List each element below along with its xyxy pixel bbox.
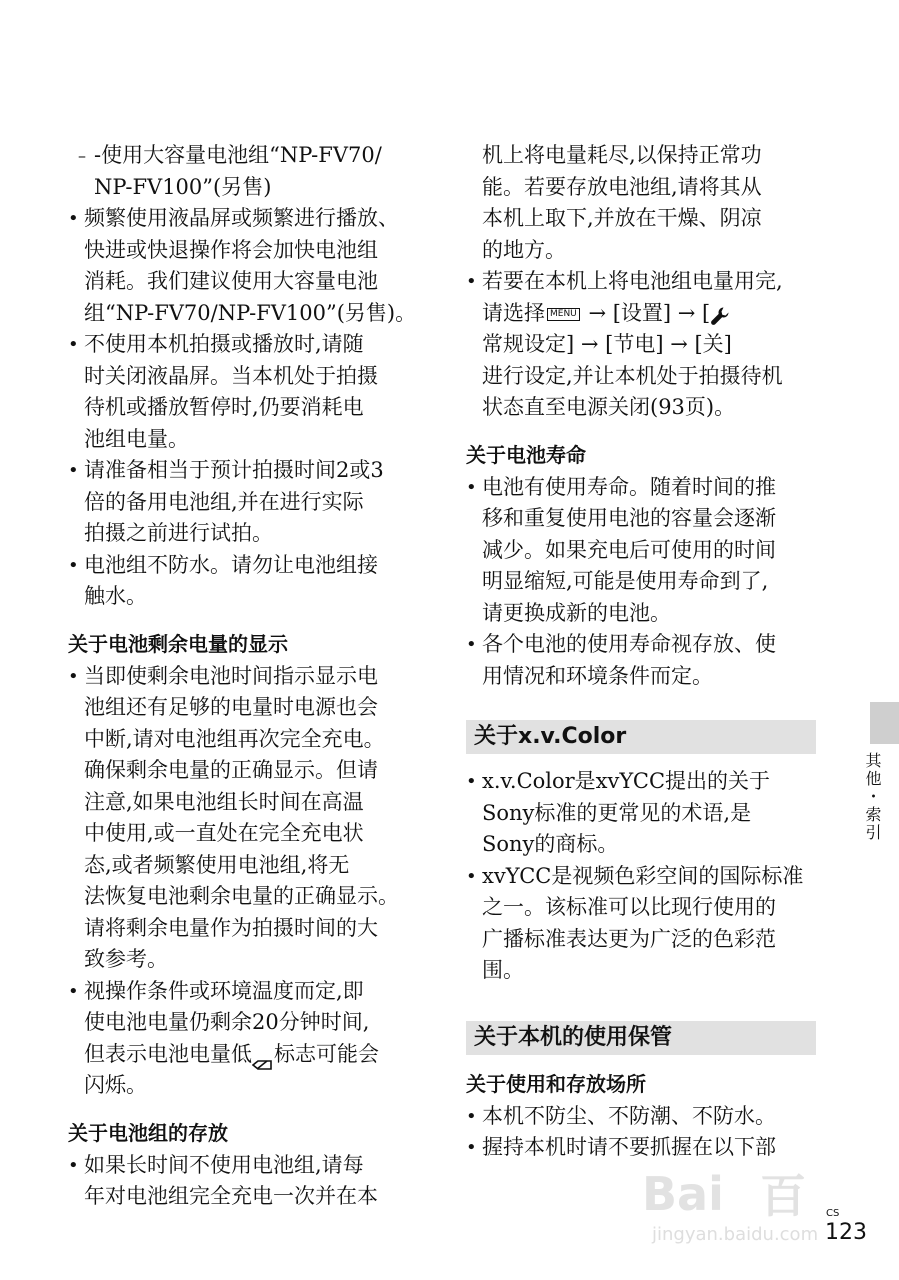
section-device-care: 关于本机的使用保管	[466, 1021, 816, 1055]
heading-remaining-display: 关于电池剩余电量的显示	[68, 631, 288, 656]
side-tab-label: 其他・索引	[863, 752, 882, 842]
bullet-storage	[68, 1150, 418, 1213]
text-line: 请将剩余电量作为拍摄时间的大	[84, 915, 378, 940]
text-line: • 如果长时间不使用电池组,请每	[84, 1152, 364, 1177]
text-line: 致参考。	[84, 947, 168, 971]
text-line: • 当即使剩余电池时间指示显示电	[84, 663, 378, 688]
text-line: 触水。	[84, 584, 147, 608]
text-line: 明显缩短,可能是使用寿命到了,	[482, 569, 769, 593]
text-line: 池组电量。	[84, 426, 189, 451]
text-line: 快进或快退操作将会加快电池组	[84, 237, 378, 262]
text-line: 的地方。	[482, 237, 566, 262]
watermark-text: Bai	[642, 1167, 724, 1221]
bullet-spare-battery	[68, 455, 418, 550]
text-line: • 请准备相当于预计拍摄时间2或3	[84, 458, 384, 482]
bullet-not-dustproof	[466, 1101, 816, 1133]
text-line: • 本机不防尘、不防潮、不防水。	[482, 1103, 776, 1128]
bullet-not-waterproof	[68, 550, 418, 613]
text-line: • 不使用本机拍摄或播放时,请随	[84, 332, 364, 356]
text-line: • 电池有使用寿命。随着时间的推	[482, 474, 776, 499]
text-line: 用情况和环境条件而定。	[482, 663, 713, 688]
text-line: 进行设定,并让本机处于拍摄待机	[482, 363, 783, 388]
bullet-drain-battery	[466, 266, 816, 424]
text-line: NP-FV100”(另售)	[94, 174, 272, 199]
text-line: 注意,如果电池组长时间在高温	[84, 789, 364, 814]
text-line: 本机上取下,并放在干燥、阴凉	[482, 206, 762, 230]
text-line: 能。若要存放电池组,请将其从	[482, 174, 762, 199]
heading-battery-storage: 关于电池组的存放	[68, 1120, 228, 1145]
text-line: 使电池电量仍剩余20分钟时间,	[84, 1010, 370, 1034]
text-line: 围。	[482, 958, 524, 982]
text-line: 拍摄之前进行试拍。	[84, 521, 273, 545]
low-battery-icon	[252, 1049, 274, 1061]
text-line: 年对电池组完全充电一次并在本	[84, 1184, 378, 1208]
text-line: 请更换成新的电池。	[482, 600, 671, 625]
bullet-xvycc-standard	[466, 861, 816, 987]
text-line: 之一。该标准可以比现行使用的	[482, 895, 776, 919]
text-line: 时关闭液晶屏。当本机处于拍摄	[84, 363, 378, 388]
text-line: 消耗。我们建议使用大容量电池	[84, 269, 378, 293]
wrench-icon	[710, 304, 730, 324]
text-fragment: 请选择	[482, 300, 545, 325]
right-column	[466, 140, 816, 1164]
sub-bullet-large-battery	[78, 140, 418, 203]
bullet-holding	[466, 1132, 816, 1164]
text-line: 移和重复使用电池的容量会逐渐	[482, 506, 776, 530]
bullet-xvcolor-term	[466, 766, 816, 861]
text-line	[482, 298, 816, 330]
text-line: 池组还有足够的电量时电源也会	[84, 695, 378, 719]
bullet-frequent-use	[68, 203, 418, 329]
text-line: 法恢复电池剩余电量的正确显示。	[84, 884, 399, 908]
text-line: • 电池组不防水。请勿让电池组接	[84, 552, 378, 577]
bullet-battery-life	[466, 472, 816, 630]
text-line: • 视操作条件或环境温度而定,即	[84, 978, 364, 1003]
text-line: • xvYCC是视频色彩空间的国际标准	[482, 863, 804, 888]
text-line: 广播标准表达更为广泛的色彩范	[482, 926, 776, 951]
bullet-low-battery	[68, 976, 418, 1102]
text-line: 闪烁。	[84, 1073, 147, 1097]
text-fragment: → [设置] → [	[581, 300, 711, 325]
text-line: Sony标准的更常见的术语,是	[482, 800, 752, 825]
continued-paragraph	[466, 140, 816, 266]
text-line: 组“NP-FV70/NP-FV100”(另售)。	[84, 300, 417, 325]
text-line: 倍的备用电池组,并在进行实际	[84, 489, 364, 514]
text-line: • 若要在本机上将电池组电量用完,	[482, 269, 783, 293]
left-column	[68, 140, 418, 1213]
watermark-url: jingyan.baidu.com	[652, 1224, 819, 1245]
text-line: 中使用,或一直处在完全充电状	[84, 821, 364, 845]
bullet-not-in-use	[68, 329, 418, 455]
bullet-power-off	[68, 661, 418, 976]
text-line: 态,或者频繁使用电池组,将无	[84, 852, 350, 877]
text-line: Sony的商标。	[482, 832, 619, 856]
text-line: • 频繁使用液晶屏或频繁进行播放、	[84, 206, 399, 230]
text-line: 常规设定] → [节电] → [关]	[482, 332, 732, 356]
text-line: • 握持本机时请不要抓握在以下部	[482, 1135, 776, 1159]
text-line: 减少。如果充电后可使用的时间	[482, 537, 776, 562]
text-fragment: 但表示电池电量低	[84, 1041, 252, 1066]
text-line	[84, 1039, 418, 1071]
text-line: 状态直至电源关闭(93页)。	[482, 395, 736, 419]
text-line: • 各个电池的使用寿命视存放、使	[482, 632, 776, 656]
heading-usage-places: 关于使用和存放场所	[466, 1071, 646, 1096]
text-fragment: 标志可能会	[274, 1041, 379, 1066]
heading-battery-life: 关于电池寿命	[466, 442, 586, 467]
section-xvcolor: 关于x.v.Color	[466, 720, 816, 754]
text-line: 中断,请对电池组再次完全充电。	[84, 726, 385, 751]
language-code: CS	[826, 1208, 840, 1219]
watermark-text: 百	[760, 1169, 806, 1223]
menu-icon: MENU	[547, 308, 580, 321]
bullet-battery-life-conditions	[466, 629, 816, 692]
text-line: 机上将电量耗尽,以保持正常功	[482, 143, 762, 167]
text-line: 待机或播放暂停时,仍要消耗电	[84, 395, 364, 419]
page-number: 123	[825, 1220, 867, 1245]
text-line: 确保剩余电量的正确显示。但请	[84, 758, 378, 782]
side-tab-marker	[870, 702, 899, 744]
text-line: • x.v.Color是xvYCC提出的关于	[482, 769, 771, 793]
text-line: – -使用大容量电池组“NP-FV70/	[94, 143, 382, 167]
